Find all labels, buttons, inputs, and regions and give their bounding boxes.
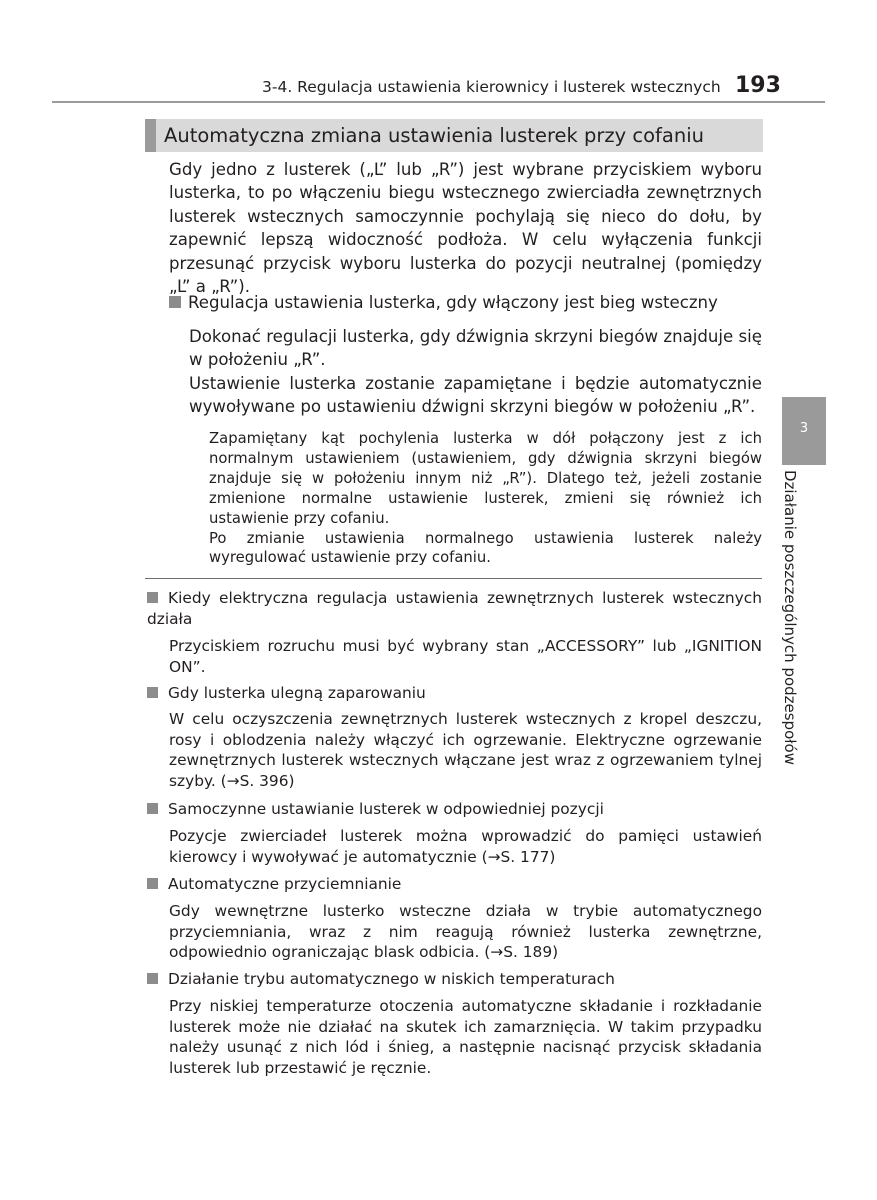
title-accent-stripe (145, 119, 156, 152)
note-body-4: Gdy wewnętrzne lusterko wsteczne działa w trybie automatycznego przyciemniania, wraz z nim reagują również lusterka zewnętrzne, odpowiednio ograniczając blask odbicia. (→S. 189) (169, 902, 762, 962)
square-bullet-icon (147, 973, 158, 984)
subsection-heading (169, 291, 718, 314)
note-body-5: Przy niskiej temperaturze otoczenia automatyczne składanie i rozkładanie lusterek może nie działać na skutek ich zamarznięcia. W takim przypadku należy usunąć z nich lód i śnieg, a następnie nacisnąć przycisk składania lusterek lub przestawić je ręcznie. (169, 997, 762, 1077)
note-heading-text: Samoczynne ustawianie lusterek w odpowiedniej pozycji (168, 800, 604, 818)
page-number: 193 (735, 73, 781, 98)
header-rule (52, 101, 825, 103)
note-body-2: W celu oczyszczenia zewnętrznych lusterek wstecznych z kropel deszczu, rosy i oblodzenia należy włączyć ich ogrzewanie. Elektryczne ogrzewanie zewnętrznych lusterek wstecznych włączane jest wraz z ogrzewaniem tylnej szyby. (→S. 396) (169, 710, 762, 790)
square-bullet-icon (147, 803, 158, 814)
note-heading-2 (147, 683, 426, 704)
running-header-section: 3-4. Regulacja ustawienia kierownicy i lusterek wstecznych (262, 78, 721, 96)
subsection-heading-text: Regulacja ustawienia lusterka, gdy włączony jest bieg wsteczny (188, 293, 718, 312)
chapter-tab (782, 397, 826, 465)
square-bullet-icon (147, 687, 158, 698)
section-title: Automatyczna zmiana ustawienia lusterek przy cofaniu (164, 124, 705, 147)
notes-divider (145, 578, 762, 579)
subsection-paragraph-1: Dokonać regulacji lusterka, gdy dźwignia skrzyni biegów znajduje się w położeniu „R”. (189, 327, 762, 370)
note-heading-text: Gdy lusterka ulegną zaparowaniu (168, 684, 426, 702)
subsection-body (189, 325, 762, 419)
note-heading-text: Działanie trybu automatycznego w niskich temperaturach (168, 970, 615, 988)
square-bullet-icon (147, 592, 158, 603)
note-heading-3 (147, 799, 604, 820)
note-heading-5 (147, 969, 615, 990)
subsection-note (209, 429, 762, 568)
square-bullet-icon (169, 296, 181, 308)
note-body-3: Pozycje zwierciadeł lusterek można wprowadzić do pamięci ustawień kierowcy i wywoływać je automatycznie (→S. 177) (169, 827, 762, 866)
note-heading-4 (147, 874, 401, 895)
intro-paragraph: Gdy jedno z lusterek („L” lub „R”) jest wybrane przyciskiem wyboru lusterka, to po włączeniu biegu wstecznego zwierciadła zewnętrznych lusterek wstecznych samoczynnie pochylają się nieco do dołu, by zapewnić lepszą widoczność podłoża. W celu wyłączenia funkcji przesunąć przycisk wyboru lusterka do pozycji neutralnej (pomiędzy „L” a „R”). (169, 160, 762, 297)
subsection-note-2: Po zmianie ustawienia normalnego ustawienia lusterek należy wyregulować ustawienie przy cofaniu. (209, 529, 762, 567)
note-heading-1 (147, 588, 762, 630)
note-heading-text: Automatyczne przyciemnianie (168, 875, 402, 893)
chapter-number: 3 (799, 421, 809, 436)
chapter-label-text: Działanie poszczególnych podzespołów (781, 470, 799, 765)
note-body-1: Przyciskiem rozruchu musi być wybrany stan „ACCESSORY” lub „IGNITION ON”. (169, 637, 762, 676)
section-title-bar (145, 119, 763, 152)
note-heading-text: Kiedy elektryczna regulacja ustawienia zewnętrznych lusterek wstecznych działa (147, 589, 762, 628)
subsection-paragraph-2: Ustawienie lusterka zostanie zapamiętane i będzie automatycznie wywoływane po ustawieniu dźwigni skrzyni biegów w położeniu „R”. (189, 373, 762, 417)
square-bullet-icon (147, 878, 158, 889)
subsection-note-1: Zapamiętany kąt pochylenia lusterka w dół połączony jest z ich normalnym ustawieniem (ustawieniem, gdy dźwignia skrzyni biegów znajduje się w położeniu innym niż „R”). Dlatego też, jeżeli zostanie zmienione normalne ustawienie lusterek, zmieni się również ich ustawienie przy cofaniu. (209, 430, 762, 527)
chapter-label (767, 470, 813, 800)
